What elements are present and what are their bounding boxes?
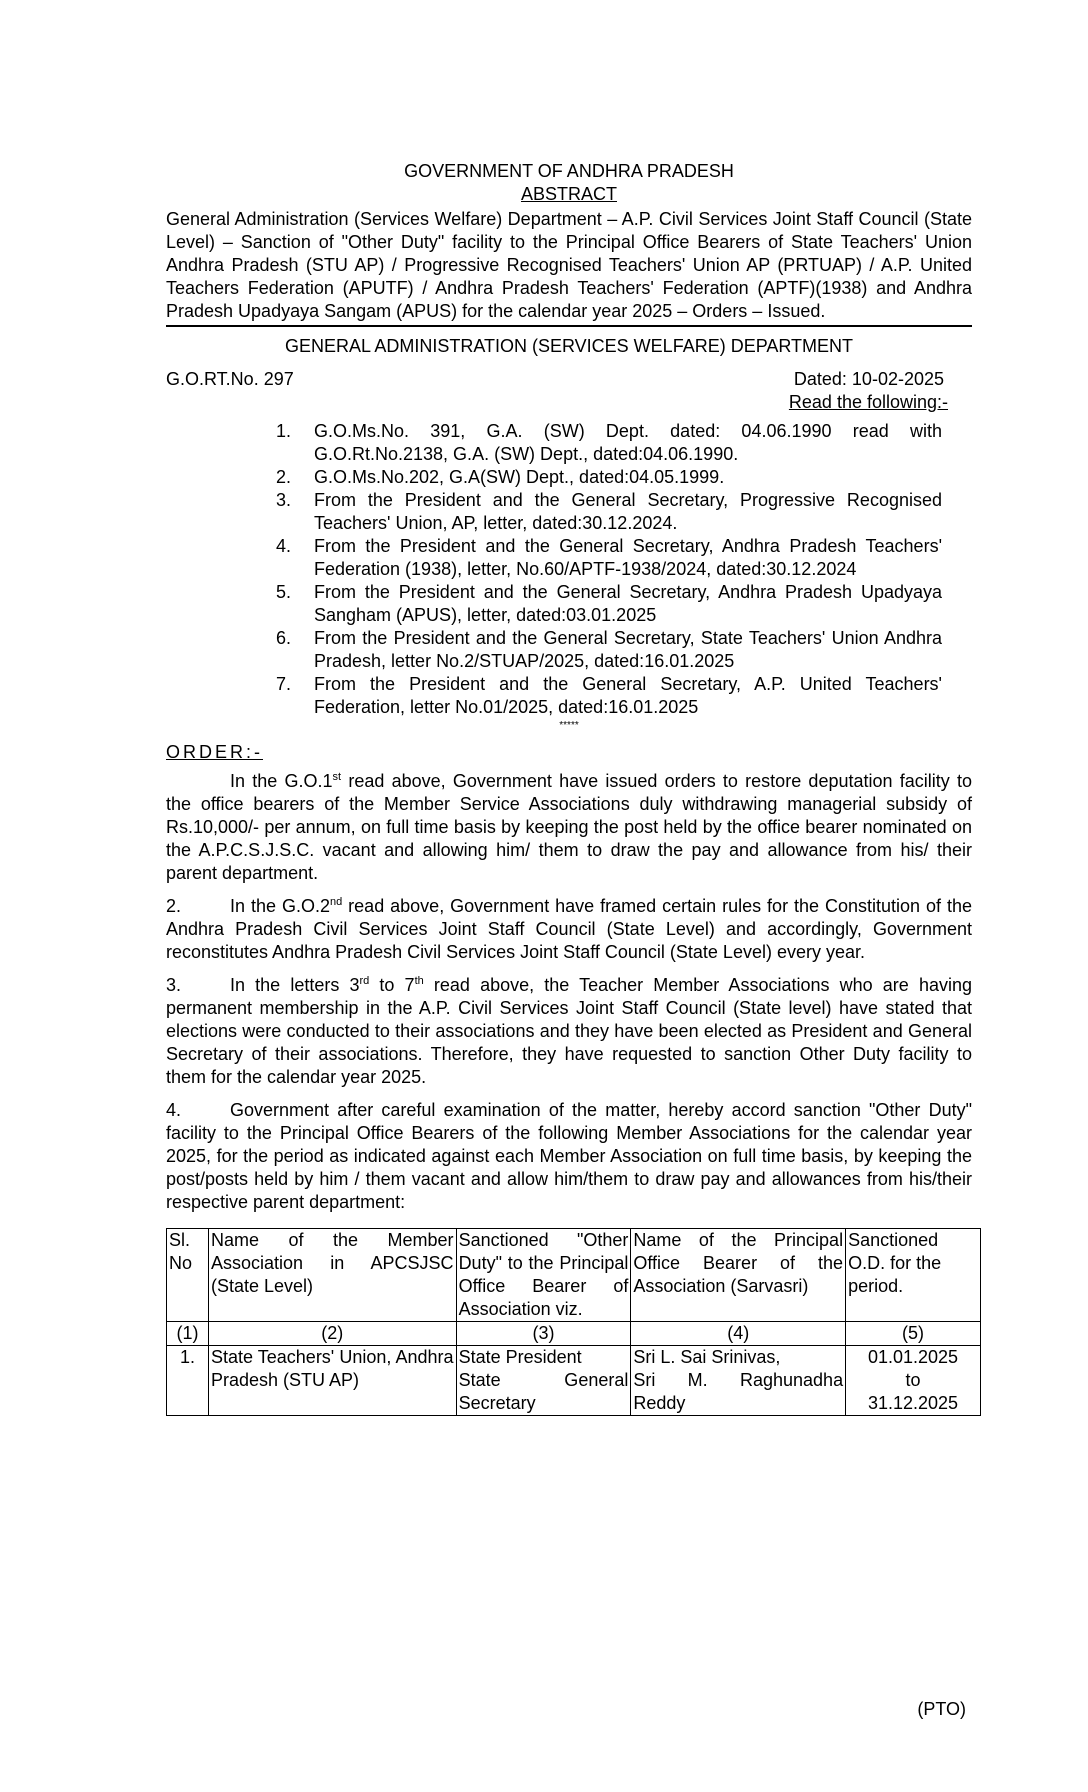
- table-row: [167, 1346, 981, 1416]
- government-title: GOVERNMENT OF ANDHRA PRADESH: [404, 161, 734, 181]
- document-body: [166, 160, 972, 1416]
- abstract-text: General Administration (Services Welfare) Department – A.P. Civil Services Joint Staff Council (State Level) – Sanction of "Other Duty" facility to the Principal Office Bearers of State Teachers' Union Andhra Pradesh (STU AP) / Progressive Recognised Teachers' Union AP (PRTUAP) / A.P. United Teachers Federation (APUTF) / Andhra Pradesh Teachers' Federation (APTF)(1938) and Andhra Pradesh Upadyaya Sangam (APUS) for the calendar year 2025 – Orders – Issued.: [166, 208, 972, 327]
- header-cell: Name of the Principal Office Bearer of the Association (Sarvasri): [631, 1229, 846, 1322]
- column-number-row: (1) (2) (3) (4) (5): [167, 1322, 981, 1346]
- paragraph-1: In the G.O.1st read above, Government have issued orders to restore deputation facility to the office bearers of the Member Service Associations duly withdrawing managerial subsidy of Rs.10,000/- per annum, on full time basis by keeping the post held by the office bearer nominated on the A.P.C.S.J.S.C. vacant and allowing him/ them to draw the pay and allowance from his/ their parent department.: [166, 771, 972, 883]
- reference-item: 6. From the President and the General Secretary, State Teachers' Union Andhra Pradesh, letter No.2/STUAP/2025, dated:16.01.2025: [276, 628, 942, 671]
- cell-sl: 1.: [167, 1346, 209, 1416]
- header-cell: Sanctioned "Other Duty" to the Principal Office Bearer of Association viz.: [456, 1229, 631, 1322]
- paragraph-2: 2. In the G.O.2nd read above, Government have framed certain rules for the Constitution of the Andhra Pradesh Civil Services Joint Staff Council (State Level) and accordingly, Government reconstitutes Andhra Pradesh Civil Services Joint Staff Council (State Level) every year.: [166, 896, 972, 962]
- table-header-row: [167, 1229, 981, 1322]
- reference-list: [166, 420, 972, 719]
- reference-item: 1. G.O.Ms.No. 391, G.A. (SW) Dept. dated: 04.06.1990 read with G.O.Rt.No.2138, G.A. (SW) Dept., dated:04.06.1990.: [276, 421, 942, 464]
- cell-period: 01.01.2025 to 31.12.2025: [846, 1346, 981, 1416]
- read-following-row: [166, 391, 972, 414]
- other-duty-table: [166, 1228, 981, 1416]
- pto-label: (PTO): [917, 1699, 966, 1719]
- paragraph-3: 3. In the letters 3rd to 7th read above, the Teacher Member Associations who are having permanent membership in the A.P. Civil Services Joint Staff Council (State level) have stated that elections were conducted to their associations and they have been elected as President and General Secretary of their associations. Therefore, they have requested to sanction Other Duty facility to them for the calendar year 2025.: [166, 975, 972, 1087]
- cell-association: State Teachers' Union, Andhra Pradesh (STU AP): [208, 1346, 456, 1416]
- separator-stars: *****: [559, 720, 579, 731]
- reference-item: 3. From the President and the General Secretary, Progressive Recognised Teachers' Union, AP, letter, dated:30.12.2024.: [276, 490, 942, 533]
- go-date: Dated: 10-02-2025: [793, 369, 944, 389]
- abstract-label: ABSTRACT: [520, 184, 617, 204]
- header-cell: Sl. No: [167, 1229, 209, 1322]
- reference-item: 5. From the President and the General Secretary, Andhra Pradesh Upadyaya Sangham (APUS), letter, dated:03.01.2025: [276, 582, 942, 625]
- cell-duty: State President State General Secretary: [456, 1346, 631, 1416]
- department-title: GENERAL ADMINISTRATION (SERVICES WELFARE) DEPARTMENT: [284, 336, 854, 356]
- reference-item: 7. From the President and the General Secretary, A.P. United Teachers' Federation, letter No.01/2025, dated:16.01.2025: [276, 674, 942, 717]
- reference-item: 4. From the President and the General Secretary, Andhra Pradesh Teachers' Federation (1938), letter, No.60/APTF-1938/2024, dated:30.12.2024: [276, 536, 942, 579]
- cell-bearer: Sri L. Sai Srinivas, Sri M. Raghunadha Reddy: [631, 1346, 846, 1416]
- go-row: [166, 368, 972, 391]
- header-cell: Name of the Member Association in APCSJSC (State Level): [208, 1229, 456, 1322]
- order-heading: ORDER:-: [166, 742, 263, 762]
- paragraph-4: 4. Government after careful examination of the matter, hereby accord sanction "Other Duty" facility to the Principal Office Bearers of the following Member Associations for the calendar year 2025, for the period as indicated against each Member Association on full time basis, by keeping the post/posts held by him / them vacant and allow him/them to draw pay and allowances from his/their respective parent department:: [166, 1100, 972, 1212]
- go-number: G.O.RT.No. 297: [166, 369, 294, 389]
- reference-item: 2. G.O.Ms.No.202, G.A(SW) Dept., dated:04.05.1999.: [276, 467, 725, 487]
- header-cell: Sanctioned O.D. for the period.: [846, 1229, 981, 1322]
- read-following: Read the following:-: [788, 392, 948, 412]
